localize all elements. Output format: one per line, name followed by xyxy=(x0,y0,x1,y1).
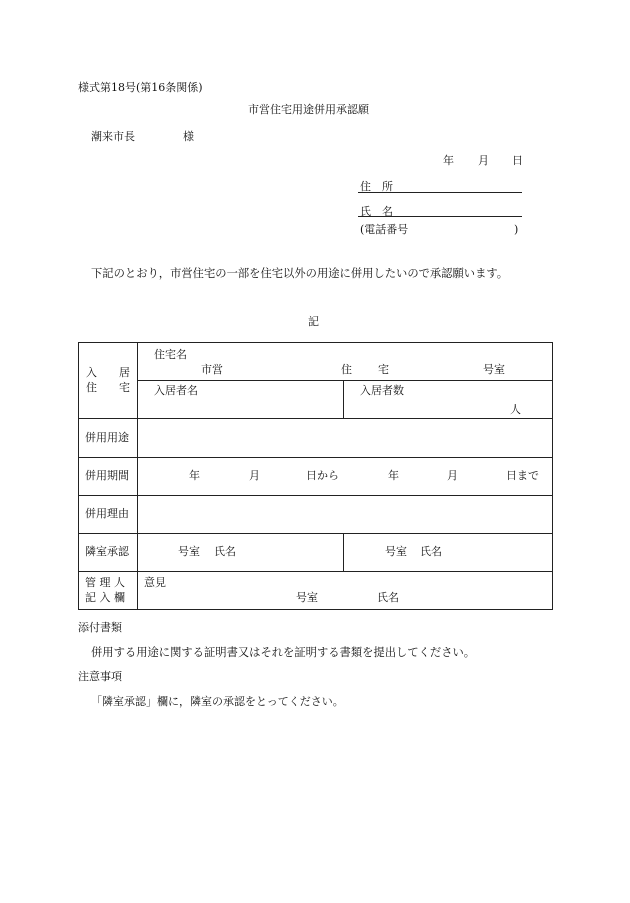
room-number-label: 号室 xyxy=(483,363,505,376)
name-line[interactable] xyxy=(358,216,522,217)
period-from: 日から xyxy=(306,469,339,482)
address-line[interactable] xyxy=(358,192,522,193)
resident-housing-label-2: 住 宅 xyxy=(86,381,130,394)
person-unit-label: 人 xyxy=(510,403,521,416)
date-year-label: 年 xyxy=(443,154,454,167)
honorific: 様 xyxy=(183,130,194,143)
neighbor-1-cell[interactable] xyxy=(138,534,344,572)
manager-row xyxy=(79,572,553,610)
neighbor-approval-label: 隣室承認 xyxy=(85,545,129,558)
use-row xyxy=(79,419,553,458)
phone-close-paren: ) xyxy=(514,223,519,236)
period-to: 日まで xyxy=(506,469,539,482)
attachments-heading: 添付書類 xyxy=(78,621,122,634)
date-month-label: 月 xyxy=(478,154,489,167)
application-table xyxy=(78,342,553,610)
period-month-1: 月 xyxy=(249,469,260,482)
resident-housing-label-cell xyxy=(79,343,138,419)
housing-taku-char: 宅 xyxy=(378,363,389,376)
address-label: 住 所 xyxy=(360,180,393,193)
period-input-cell[interactable] xyxy=(138,458,553,496)
use-label-cell xyxy=(79,419,138,458)
notes-text: 「隣室承認」欄に，隣室の承認をとってください。 xyxy=(91,695,344,708)
housing-name-cell[interactable] xyxy=(138,343,553,381)
neighbor-2-name: 氏名 xyxy=(420,545,442,558)
opinion-label: 意見 xyxy=(144,576,166,589)
name-label: 氏 名 xyxy=(360,205,393,218)
period-year-2: 年 xyxy=(388,469,399,482)
housing-name-label: 住宅名 xyxy=(154,348,187,361)
period-year-1: 年 xyxy=(189,469,200,482)
use-label: 併用用途 xyxy=(85,431,129,444)
resident-row xyxy=(79,381,553,419)
form-title: 市営住宅用途併用承認願 xyxy=(248,103,369,116)
reason-input-cell[interactable] xyxy=(138,496,553,534)
period-row xyxy=(79,458,553,496)
manager-input-cell[interactable] xyxy=(138,572,553,610)
date-day-label: 日 xyxy=(512,154,523,167)
manager-label-1: 管 理 人 xyxy=(85,576,125,589)
form-number: 様式第18号(第16条関係) xyxy=(78,81,203,94)
city-owned-label: 市営 xyxy=(201,363,223,376)
resident-housing-label-1: 入 居 xyxy=(86,366,130,379)
attachments-text: 併用する用途に関する証明書又はそれを証明する書類を提出してください。 xyxy=(91,646,476,659)
neighbor-row xyxy=(79,534,553,572)
use-input-cell[interactable] xyxy=(138,419,553,458)
reason-label: 併用理由 xyxy=(85,507,129,520)
reason-row xyxy=(79,496,553,534)
neighbor-1-room: 号室 xyxy=(178,545,200,558)
addressee: 潮来市長 xyxy=(91,130,135,143)
resident-name-label: 入居者名 xyxy=(154,384,198,397)
neighbor-2-cell[interactable] xyxy=(344,534,553,572)
manager-room-label: 号室 xyxy=(296,591,318,604)
resident-count-cell[interactable] xyxy=(344,381,553,419)
period-month-2: 月 xyxy=(447,469,458,482)
resident-name-cell[interactable] xyxy=(138,381,344,419)
housing-name-row xyxy=(79,343,553,381)
ki-label: 記 xyxy=(308,315,319,328)
reason-label-cell xyxy=(79,496,138,534)
housing-ju-char: 住 xyxy=(341,363,352,376)
period-label-cell xyxy=(79,458,138,496)
request-text: 下記のとおり，市営住宅の一部を住宅以外の用途に併用したいので承認願います。 xyxy=(91,267,509,280)
phone-label: (電話番号 xyxy=(360,223,409,236)
manager-label-cell xyxy=(79,572,138,610)
manager-name-label: 氏名 xyxy=(377,591,399,604)
period-label: 併用期間 xyxy=(85,469,129,482)
neighbor-label-cell xyxy=(79,534,138,572)
neighbor-2-room: 号室 xyxy=(385,545,407,558)
neighbor-1-name: 氏名 xyxy=(214,545,236,558)
notes-heading: 注意事項 xyxy=(78,670,122,683)
manager-label-2: 記 入 欄 xyxy=(85,591,125,604)
resident-count-label: 入居者数 xyxy=(360,384,404,397)
